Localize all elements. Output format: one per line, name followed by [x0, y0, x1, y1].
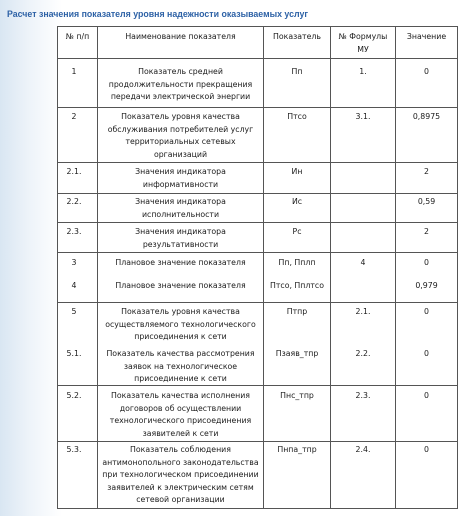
- cell-value: 0: [396, 345, 458, 386]
- cell-indicator: Пнс_тпр: [264, 386, 331, 442]
- cell-name: Плановое значение показателя: [98, 253, 264, 276]
- cell-value: 0: [396, 442, 458, 509]
- cell-value: 0: [396, 303, 458, 345]
- cell-number: 1: [58, 59, 98, 108]
- cell-value: 0,8975: [396, 108, 458, 163]
- cell-formula: 3.1.: [331, 108, 396, 163]
- cell-number: 3: [58, 253, 98, 276]
- cell-number: 2.3.: [58, 223, 98, 253]
- cell-formula: 4: [331, 253, 396, 276]
- header-indicator: Показатель: [264, 27, 331, 59]
- indicator-table: [57, 26, 458, 509]
- cell-value: 0,59: [396, 194, 458, 223]
- cell-indicator: Птпр: [264, 303, 331, 345]
- cell-number: 5: [58, 303, 98, 345]
- cell-indicator: Птсо, Пплтсо: [264, 276, 331, 303]
- cell-name: Показатель качества рассмотрения заявок на технологическое присоединение к сети: [98, 345, 264, 386]
- cell-formula: [331, 163, 396, 194]
- cell-value: 2: [396, 223, 458, 253]
- cell-indicator: Пп, Пплп: [264, 253, 331, 276]
- cell-number: 5.2.: [58, 386, 98, 442]
- cell-name: Показатель уровня качества обслуживания потребителей услуг территориальных сетевых организаций: [98, 108, 264, 163]
- cell-number: 2.2.: [58, 194, 98, 223]
- cell-value: 2: [396, 163, 458, 194]
- cell-indicator: Пп: [264, 59, 331, 108]
- cell-value: 0: [396, 386, 458, 442]
- cell-name: Показатель качества исполнения договоров об осуществлении технологического присоединения заявителей к сети: [98, 386, 264, 442]
- cell-formula: 2.3.: [331, 386, 396, 442]
- cell-number: 5.1.: [58, 345, 98, 386]
- header-number: № п/п: [58, 27, 98, 59]
- header-value: Значение: [396, 27, 458, 59]
- cell-number: 5.3.: [58, 442, 98, 509]
- cell-formula: 1.: [331, 59, 396, 108]
- cell-formula: 2.1.: [331, 303, 396, 345]
- cell-value: 0,979: [396, 276, 458, 303]
- cell-formula: 2.2.: [331, 345, 396, 386]
- cell-indicator: Птсо: [264, 108, 331, 163]
- cell-name: Показатель средней продолжительности прекращения передачи электрической энергии: [98, 59, 264, 108]
- cell-name: Значения индикатора результативности: [98, 223, 264, 253]
- cell-value: 0: [396, 253, 458, 276]
- cell-number: 2: [58, 108, 98, 163]
- cell-formula: [331, 223, 396, 253]
- cell-indicator: Пнпа_тпр: [264, 442, 331, 509]
- cell-indicator: Ис: [264, 194, 331, 223]
- cell-indicator: Ин: [264, 163, 331, 194]
- cell-formula: 2.4.: [331, 442, 396, 509]
- page-title: Расчет значения показателя уровня надежности оказываемых услуг: [7, 9, 309, 19]
- cell-number: 2.1.: [58, 163, 98, 194]
- header-formula-number: № Формулы МУ: [331, 27, 396, 59]
- cell-name: Значения индикатора информативности: [98, 163, 264, 194]
- cell-name: Показатель соблюдения антимонопольного законодательства при технологическом присоединении заявителей к электрическим сетям сетевой организации: [98, 442, 264, 509]
- cell-formula: [331, 276, 396, 303]
- cell-value: 0: [396, 59, 458, 108]
- cell-indicator: Пзаяв_тпр: [264, 345, 331, 386]
- cell-number: 4: [58, 276, 98, 303]
- cell-name: Значения индикатора исполнительности: [98, 194, 264, 223]
- cell-indicator: Рс: [264, 223, 331, 253]
- cell-name: Плановое значение показателя: [98, 276, 264, 303]
- cell-name: Показатель уровня качества осуществляемого технологического присоединения к сети: [98, 303, 264, 345]
- cell-formula: [331, 194, 396, 223]
- header-name: Наименование показателя: [98, 27, 264, 59]
